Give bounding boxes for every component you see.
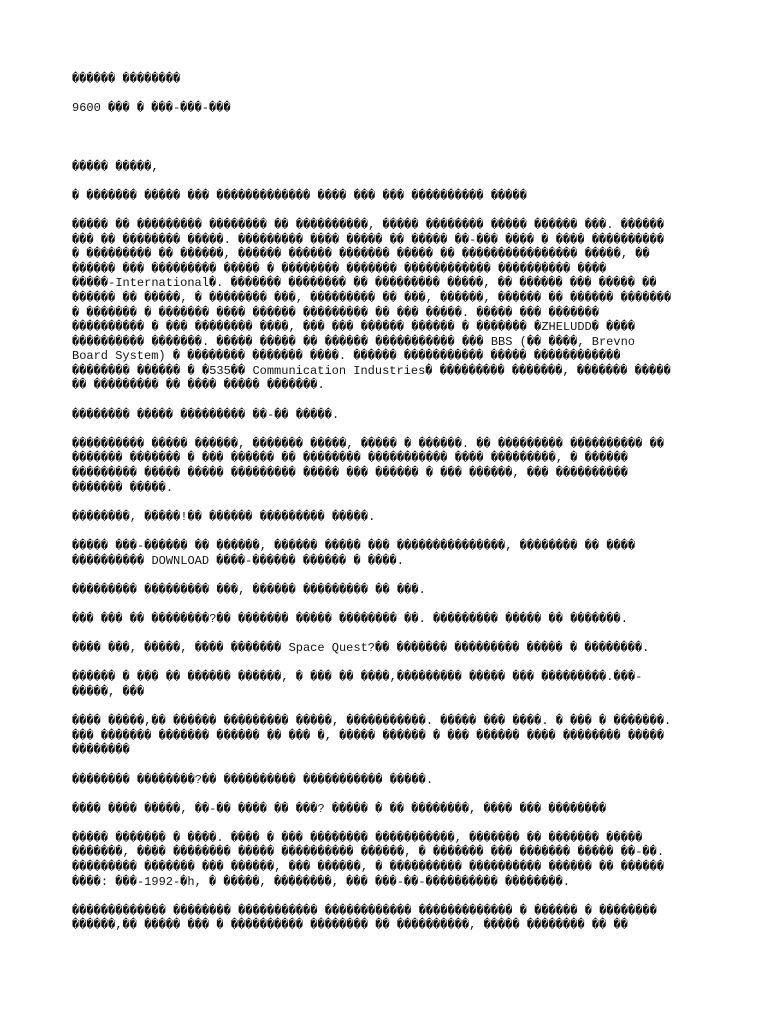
paragraph-4: ���������� ����� ������, ������� �����, ����� � ������. �� ��������� ���������� �� ������� ������� � ��� ������ �� �������� ����������� ���� ���������, � ������ ��������� ����� ����� ��������� ����� ��� ������ � ��� ������, ��� ���������� ������� �����.: [72, 436, 665, 495]
paragraph-1: � ������� ����� ��� ������������� ���� ��� ��� ���������� �����: [72, 188, 527, 203]
paragraph-7: ��������� ��������� ���, ������ ��������� �� ���.: [72, 582, 426, 597]
paragraph-11: ���� �����,�� ������ ��������� �����, �����������. ����� ��� ����. � ��� � �������. ��� ������� ������� ������ �� ��� �, ����� ������ � ��� ������ ���� �������� ����� ��������: [72, 714, 672, 758]
paragraph-13: ���� ���� �����, ��-�� ���� �� ���? ����� � �� ��������, ���� ��� ��������: [72, 801, 607, 816]
paragraph-3: �������� ����� ��������� ��-�� �����.: [72, 407, 340, 422]
paragraph-10: ������ � ��� �� ������ ������, � ��� �� ����,��������� ����� ��� ���������.���- �����, ���: [72, 670, 643, 699]
sender-name: ������ ��������: [72, 72, 181, 86]
paragraph-9: ���� ���, �����, ���� ������� Space Quest?�� ������� ��������� ����� � ��������.: [72, 641, 650, 656]
paragraph-8: ��� ��� �� ��������?�� ������� ����� �������� ��. ��������� ����� �� �������.: [72, 611, 628, 626]
spacer: [72, 130, 704, 159]
paragraph-12: �������� ��������?�� ���������� ����������� �����.: [72, 772, 434, 787]
paragraph-14: ����� ������� � ����. ���� � ��� �������� �����������, ������� �� ������� ����� �������, ���� �������� ����� ���������� ������, � ������� ��� ������� ����� ��-��. ��������� ������� ��� ������, ��� ������, � ���������� ���������� ������ �� ������ ����: ���-1992-�h, � �����, ��������, ��� ���-��-���������� ��������.: [72, 830, 665, 889]
paragraph-15: ������������� �������� ����������� ������������ ������������� � ������ � �������� ������,�� ����� ��� � ���������� �������� �� ����������, ����� �������� �� ��: [72, 903, 658, 933]
paragraph-6: ����� ���-������ �� ������, ������ ����� ��� ���������������, �������� �� ���� ���������� DOWNLOAD ����-������ ������ � ����.: [72, 539, 636, 568]
greeting: ����� �����,: [72, 159, 159, 174]
paragraph-5: ��������, �����!�� ������ ��������� �����.: [72, 509, 376, 524]
paragraph-2: ����� �� ��������� �������� �� ����������, ����� �������� ����� ������ ���. ������ ��� �� �������� �����. ��������� ���� ����� �� ����� ��-��� ���� � ���� ���������� � ��������� �� ������, ������ ������ ������� ����� �� ���������������� �����, �� ������ ��� ��������� ����� � �������� ������� ������������ ���������� ���� �����-International�. ������� �������� �� ��������� �����, �� ������ ��� ����� �� ������ �� �����, � �������� ���, ��������� �� ���, ������, ������ �� ������ ������� � ������� � ������� ���� ������ ��������� �� ��� �����. ����� ��� ������� ���������� � ��� �������� ����, ��� ��� ������ ������ � ������� �ZHELUDD� ���� ���������� �������. ����� ����� �� ������ ����������� ��� BBS (�� ����, Brevno Board System) � �������� ������� ����. ������ ����������� ����� ������������ �������� ������ � �535�� Communication Industries� ��������� �������, ������� ����� �� ��������� �� ���� ����� �������.: [72, 217, 672, 393]
document-page: [72, 72, 704, 948]
phone-line: 9600 ��� � ���-���-���: [72, 101, 231, 116]
